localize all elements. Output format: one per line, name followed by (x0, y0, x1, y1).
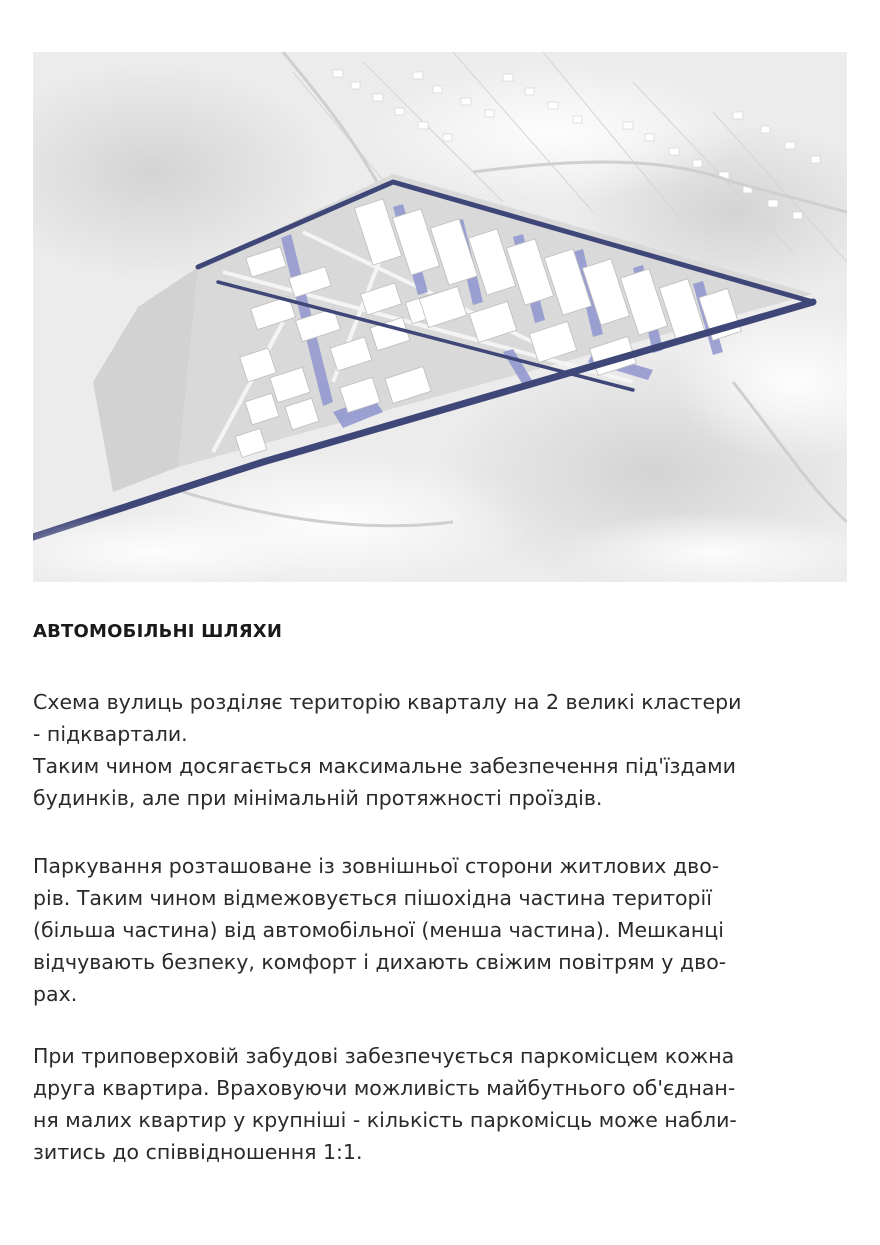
text-line: Таким чином досягається максимальне забезпечення під'їздами (33, 754, 736, 778)
aerial-site-plan (33, 52, 847, 582)
text-line: будинків, але при мінімальній протяжності проїздів. (33, 786, 603, 810)
text-line: рів. Таким чином відмежовується пішохідна частина території (33, 886, 712, 910)
text-line: (більша частина) від автомобільної (менша частина). Мешканці (33, 918, 724, 942)
text-line: Паркування розташоване із зовнішньої сторони житлових дво- (33, 854, 720, 878)
paragraph-parking (33, 850, 853, 1010)
text-line: рах. (33, 982, 78, 1006)
paragraph-street-scheme (33, 686, 853, 814)
text-line: - підквартали. (33, 722, 188, 746)
paragraph-parking-ratio (33, 1040, 853, 1168)
text-line: зитись до співвідношення 1:1. (33, 1140, 363, 1164)
text-line: друга квартира. Враховуючи можливість майбутнього об'єднан- (33, 1076, 736, 1100)
text-line: Схема вулиць розділяє територію кварталу на 2 великі кластери (33, 690, 742, 714)
text-line: відчувають безпеку, комфорт і дихають свіжим повітрям у дво- (33, 950, 727, 974)
text-line: При триповерховій забудові забезпечується паркомісцем кожна (33, 1044, 735, 1068)
text-line: ня малих квартир у крупніші - кількість паркомісць може набли- (33, 1108, 737, 1132)
section-heading: АВТОМОБІЛЬНІ ШЛЯХИ (33, 621, 283, 642)
site-plan-figure (33, 52, 847, 582)
